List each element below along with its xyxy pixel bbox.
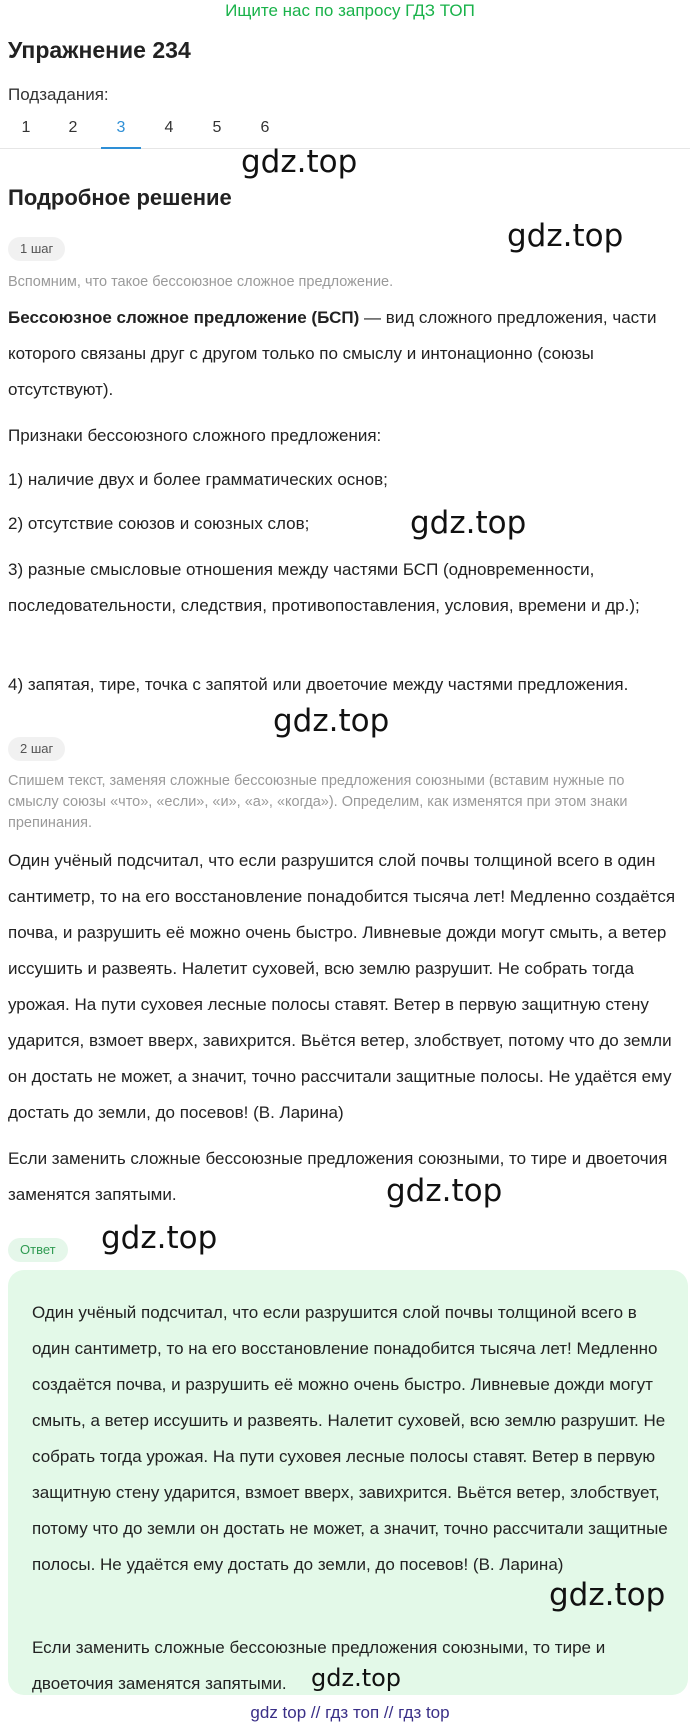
step-1-badge: 1 шаг — [8, 237, 65, 261]
answer-badge: Ответ — [8, 1238, 68, 1262]
signs-heading: Признаки бессоюзного сложного предложения: — [8, 426, 382, 445]
watermark: gdz.top — [507, 218, 624, 254]
tab-4[interactable]: 4 — [164, 119, 174, 136]
step-2-hint: Спишем текст, заменяя сложные бессоюзные предложения союзными (вставим нужные по смыслу союзы «что», «если», «и», «а», «когда»). Определим, как изменятся при этом знаки препинания. — [8, 773, 628, 831]
step-2-text: Один учёный подсчитал, что если разрушится слой почвы толщиной всего в один сантиметр, то на его восстановление понадобится тысяча лет! Медленно создаётся почва, и разрушить её можно очень быстро. Ливневые дожди могут смыть, а ветер иссушить и развеять. Налетит суховей, всю землю разрушит. Не собрать тогда урожая. На пути суховея лесные полосы ставят. Ветер в первую защитную стену ударится, взмоет вверх, завихрится. Вьётся ветер, злобствует, потому что до земли он достать не может, а значит, точно рассчитали защитные полосы. Не удаётся ему достать до земли, до посевов! (В. Ларина) — [8, 851, 676, 1122]
solution-heading: Подробное решение — [8, 185, 232, 210]
sign-4: 4) запятая, тире, точка с запятой или двоеточие между частями предложения. — [8, 675, 629, 694]
tab-1[interactable]: 1 — [21, 119, 31, 136]
watermark: gdz.top — [410, 505, 527, 541]
definition-term: Бессоюзное сложное предложение (БСП) — [8, 308, 360, 327]
answer-conclusion: Если заменить сложные бессоюзные предложения союзными, то тире и двоеточия заменятся запятыми. — [32, 1638, 606, 1693]
watermark: gdz.top — [549, 1577, 666, 1613]
watermark: gdz.top — [273, 703, 390, 739]
sign-2: 2) отсутствие союзов и союзных слов; — [8, 514, 310, 533]
tab-3[interactable]: 3 — [101, 117, 141, 149]
sign-1: 1) наличие двух и более грамматических основ; — [8, 470, 388, 489]
watermark: gdz.top — [241, 144, 358, 180]
step-2-badge: 2 шаг — [8, 737, 65, 761]
step-2-conclusion: Если заменить сложные бессоюзные предложения союзными, то тире и двоеточия заменятся запятыми. — [8, 1149, 668, 1204]
definition-text: — вид сложного предложения, части которого связаны друг с другом только по смыслу и интонационно (союзы отсутствуют). — [8, 308, 657, 399]
definition-paragraph — [8, 300, 688, 408]
sign-3: 3) разные смысловые отношения между частями БСП (одновременности, последовательности, следствия, противопоставления, условия, времени и др.); — [8, 560, 640, 615]
subtasks-label: Подзадания: — [8, 85, 109, 104]
step-1-hint: Вспомним, что такое бессоюзное сложное предложение. — [8, 274, 394, 290]
answer-text: Один учёный подсчитал, что если разрушится слой почвы толщиной всего в один сантиметр, то на его восстановление понадобится тысяча лет! Медленно создаётся почва, и разрушить её можно очень быстро. Ливневые дожди могут смыть, а ветер иссушить и развеять. Налетит суховей, всю землю разрушит. Не собрать тогда урожая. На пути суховея лесные полосы ставят. Ветер в первую защитную стену ударится, взмоет вверх, завихрится. Вьётся ветер, злобствует, потому что до земли он достать не может, а значит, точно рассчитали защитные полосы. Не удаётся ему достать до земли, до посевов! (В. Ларина) — [32, 1303, 668, 1574]
watermark: gdz.top — [311, 1664, 402, 1692]
footer-links[interactable]: gdz top // гдз топ // гдз top — [250, 1703, 450, 1722]
watermark: gdz.top — [386, 1173, 503, 1209]
tab-2[interactable]: 2 — [68, 119, 78, 136]
search-banner: Ищите нас по запросу ГДЗ ТОП — [225, 1, 475, 20]
tab-6[interactable]: 6 — [260, 119, 270, 136]
tab-5[interactable]: 5 — [212, 119, 222, 136]
watermark: gdz.top — [101, 1220, 218, 1256]
page-title: Упражнение 234 — [8, 37, 191, 63]
